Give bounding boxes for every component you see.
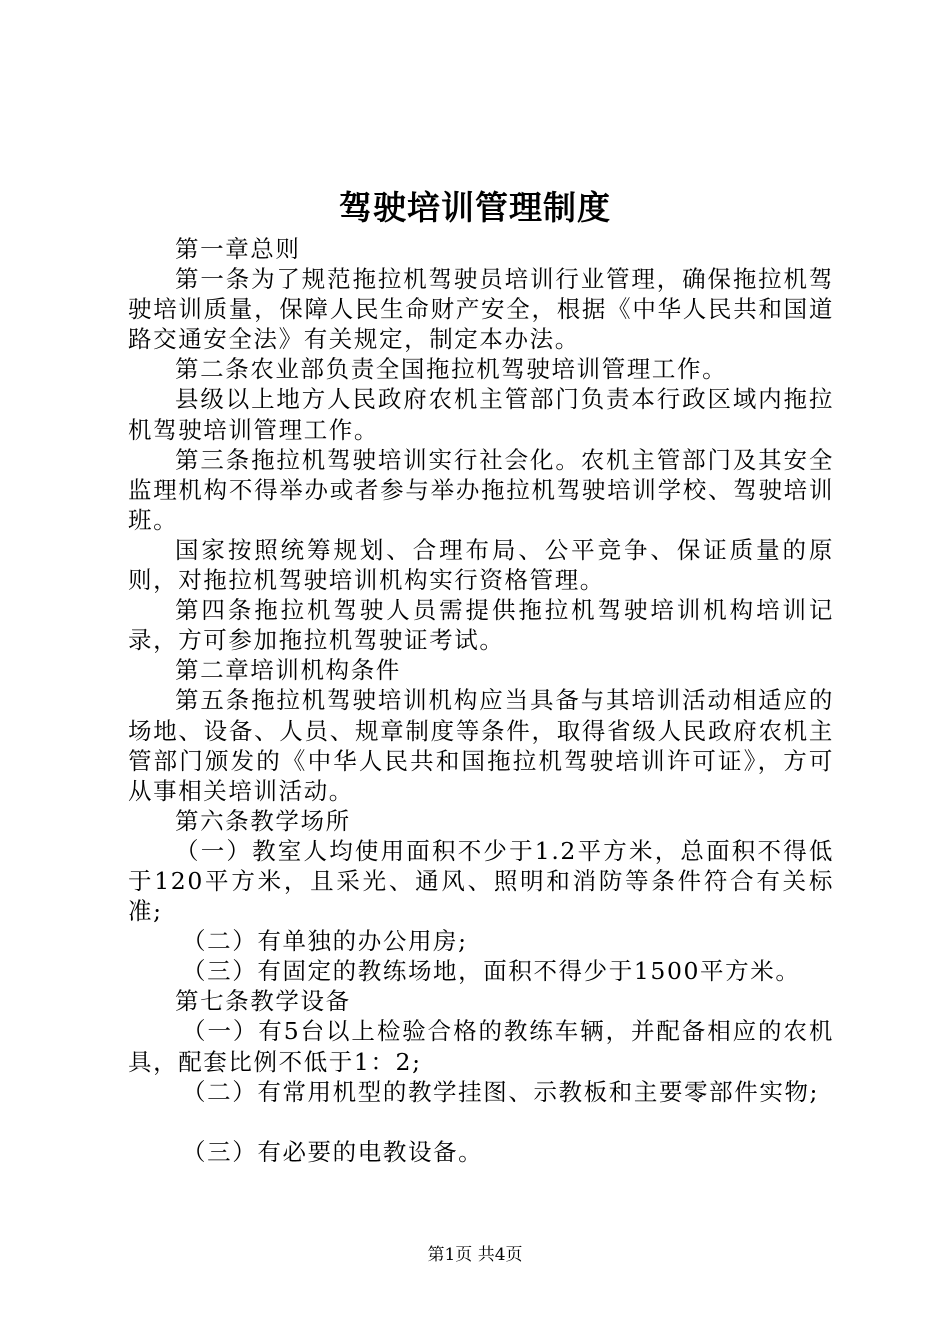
list-item-paragraph: （一）有5台以上检验合格的教练车辆，并配备相应的农机具，配套比例不低于1：2; [128,1017,834,1076]
article-paragraph: 第一条为了规范拖拉机驾驶员培训行业管理，确保拖拉机驾驶培训质量，保障人民生命财产安全，根据《中华人民共和国道路交通安全法》有关规定，制定本办法。 [128,265,834,354]
article-paragraph: 县级以上地方人民政府农机主管部门负责本行政区域内拖拉机驾驶培训管理工作。 [128,385,834,444]
blank-line [128,1107,834,1137]
article-paragraph: 第七条教学设备 [175,987,351,1016]
list-item-paragraph: （一）教室人均使用面积不少于1.2平方米，总面积不得低于120平方米，且采光、通风、照明和消防等条件符合有关标准; [128,836,834,926]
document-body [128,234,834,1167]
list-item-paragraph: （二）有单独的办公用房; [182,927,468,956]
chapter-heading: 第二章培训机构条件 [175,656,401,685]
article-paragraph: 第三条拖拉机驾驶培训实行社会化。农机主管部门及其安全监理机构不得举办或者参与举办拖拉机驾驶培训学校、驾驶培训班。 [128,445,834,534]
list-item-paragraph: （三）有必要的电教设备。 [182,1137,484,1166]
page-footer: 第1页 共4页 [427,1245,523,1265]
article-paragraph: 第五条拖拉机驾驶培训机构应当具备与其培训活动相适应的场地、设备、人员、规章制度等条件，取得省级人民政府农机主管部门颁发的《中华人民共和国拖拉机驾驶培训许可证》，方可从事相关培训活动。 [128,686,834,805]
chapter-heading: 第一章总则 [175,235,301,263]
article-paragraph: 第六条教学场所 [175,806,351,835]
article-paragraph: 国家按照统筹规划、合理布局、公平竞争、保证质量的原则，对拖拉机驾驶培训机构实行资格管理。 [128,535,834,595]
document-title: 驾驶培训管理制度 [339,188,611,227]
article-paragraph: 第四条拖拉机驾驶人员需提供拖拉机驾驶培训机构培训记录，方可参加拖拉机驾驶证考试。 [128,596,834,655]
list-item-paragraph: （二）有常用机型的教学挂图、示教板和主要零部件实物; [182,1077,820,1106]
list-item-paragraph: （三）有固定的教练场地，面积不得少于1500平方米。 [182,957,801,986]
article-paragraph: 第二条农业部负责全国拖拉机驾驶培训管理工作。 [175,355,728,384]
